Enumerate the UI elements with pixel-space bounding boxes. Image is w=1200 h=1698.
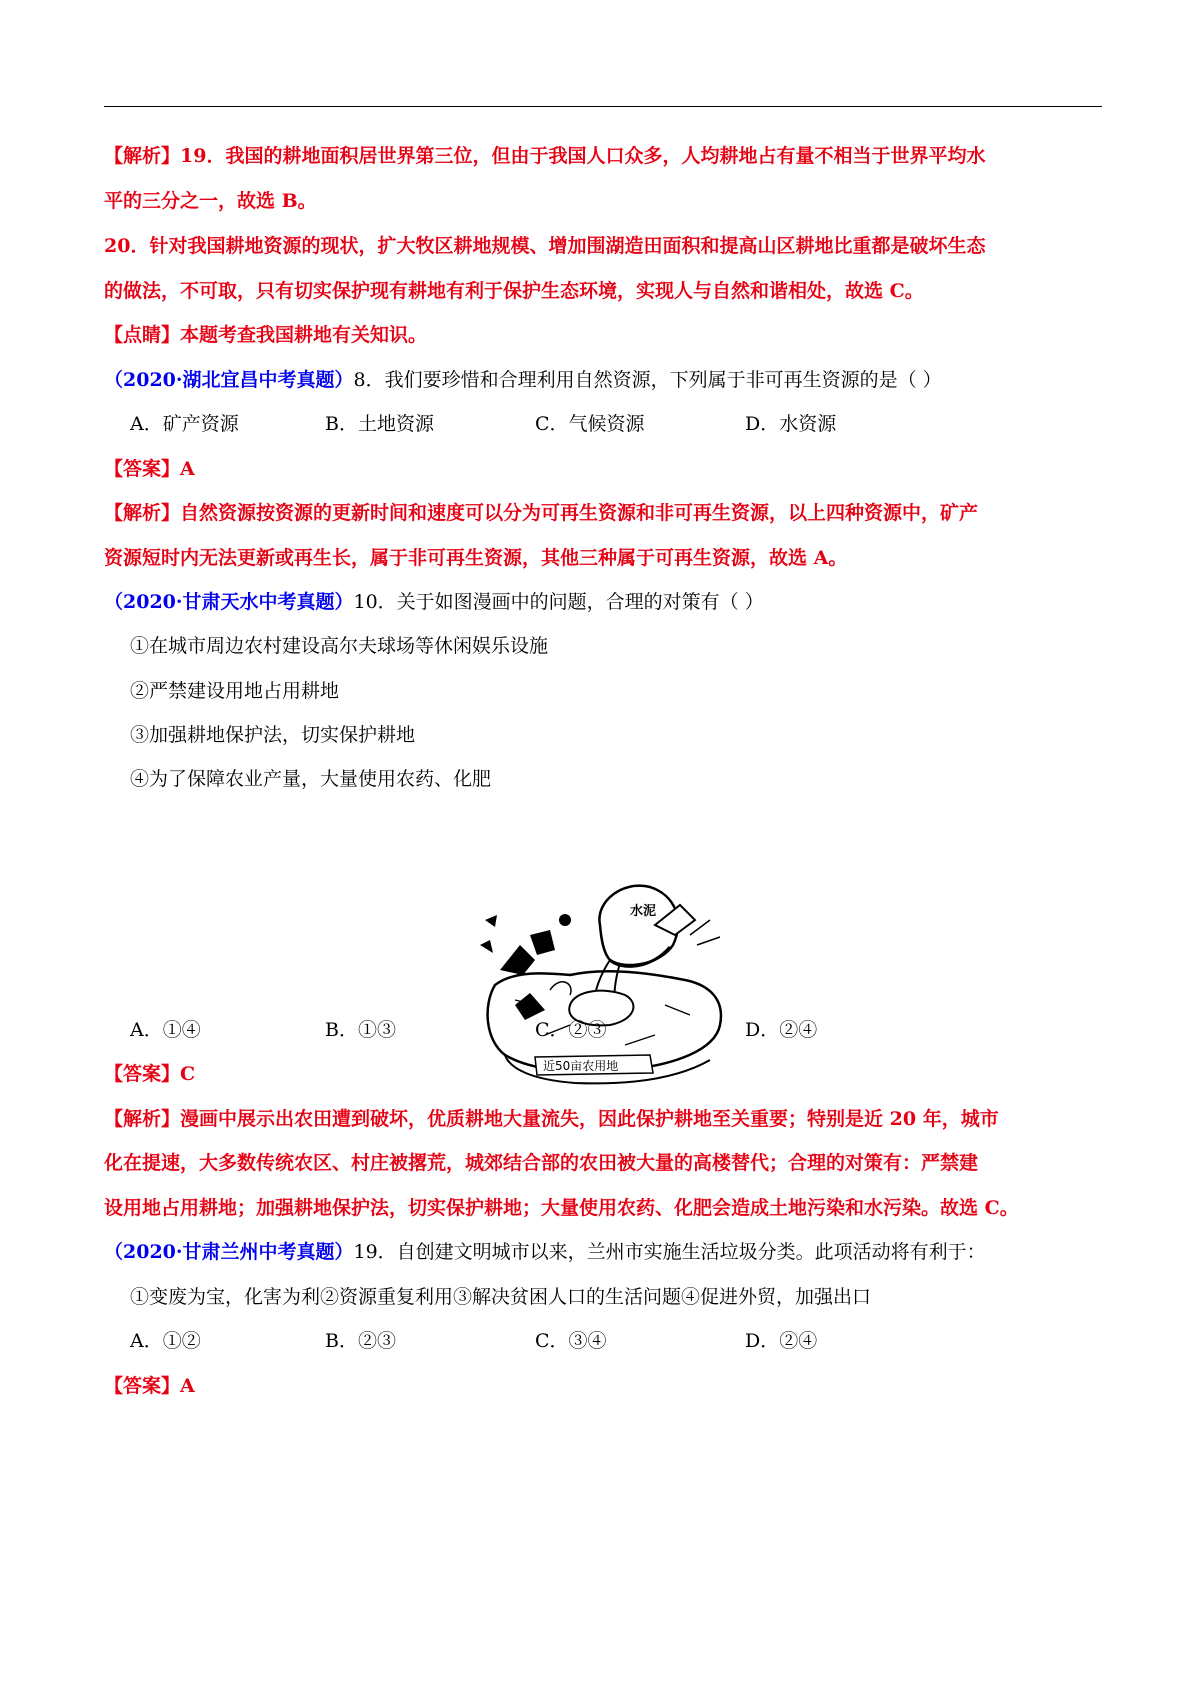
q19-stem-text: 19．自创建文明城市以来，兰州市实施生活垃圾分类。此项活动将有利于： [353, 1241, 986, 1263]
answer-value: A [180, 458, 195, 480]
answer-value: A [180, 1375, 195, 1397]
q20-analysis-line2: 的做法，不可取，只有切实保护现有耕地有利于保护生态环境，实现人与自然和谐相处，故选 C。 [104, 280, 924, 302]
q8-analysis-line2: 资源短时内无法更新或再生长，属于非可再生资源，其他三种属于可再生资源，故选 A。 [104, 547, 848, 569]
q10-source: （2020·甘肃天水中考真题） [104, 591, 354, 613]
q10-option-b: B．①③ [325, 1019, 396, 1041]
q19-items: ①变废为宝，化害为利②资源重复利用③解决贫困人口的生活问题④促进外贸，加强出口 [130, 1286, 872, 1308]
q19-source: （2020·甘肃兰州中考真题） [104, 1241, 354, 1263]
analysis-tag: 【解析】 [104, 145, 181, 167]
analysis-text: 漫画中展示出农田遭到破坏，优质耕地大量流失，因此保护耕地至关重要；特别是近 20 年，城市 [180, 1108, 999, 1130]
q19-option-a: A．①② [130, 1330, 201, 1352]
dianjing-text: 本题考查我国耕地有关知识。 [180, 324, 428, 346]
q8-source: （2020·湖北宜昌中考真题） [104, 369, 354, 391]
q8-analysis-line1 [104, 498, 978, 528]
q8-stem-text: 8．我们要珍惜和合理利用自然资源，下列属于非可再生资源的是（ ） [353, 369, 942, 391]
q19-answer [104, 1371, 195, 1401]
answer-tag: 【答案】 [104, 458, 181, 480]
q19-option-c: C．③④ [535, 1330, 607, 1352]
answer-value: C [180, 1063, 196, 1085]
q8-stem [104, 365, 942, 395]
q19-analysis-line2: 平的三分之一，故选 B。 [104, 190, 317, 212]
cartoon-land-label: 近50亩农用地 [543, 1059, 619, 1073]
q19-option-d: D．②④ [745, 1330, 818, 1352]
q10-analysis-line3: 设用地占用耕地；加强耕地保护法，切实保护耕地；大量使用农药、化肥会造成土地污染和水污染。故选 C。 [104, 1197, 1019, 1219]
q10-item-1: ①在城市周边农村建设高尔夫球场等休闲娱乐设施 [130, 635, 549, 657]
q10-option-a: A．①④ [130, 1019, 201, 1041]
q19-analysis-line1 [104, 141, 985, 171]
analysis-text: 19．我国的耕地面积居世界第三位，但由于我国人口众多，人均耕地占有量不相当于世界平均水 [180, 145, 986, 167]
q10-answer [104, 1059, 195, 1089]
q8-option-b: B．土地资源 [325, 413, 434, 435]
dianjing-tag: 【点睛】 [104, 324, 181, 346]
q20-analysis-line1: 20．针对我国耕地资源的现状，扩大牧区耕地规模、增加围湖造田面积和提高山区耕地比重都是破坏生态 [104, 235, 986, 257]
q8-option-c: C．气候资源 [535, 413, 645, 435]
answer-tag: 【答案】 [104, 1063, 181, 1085]
q10-option-c: C．②③ [535, 1019, 607, 1041]
q10-stem-text: 10．关于如图漫画中的问题，合理的对策有（ ） [353, 591, 764, 613]
q10-analysis-line2: 化在提速，大多数传统农区、村庄被撂荒，城郊结合部的农田被大量的高楼替代；合理的对策有：严禁建 [104, 1152, 979, 1174]
dianjing-line [104, 320, 427, 350]
cartoon-bag-label: 水泥 [630, 904, 657, 919]
header-rule [104, 106, 1102, 107]
q10-item-2: ②严禁建设用地占用耕地 [130, 680, 340, 702]
q10-analysis-line1 [104, 1104, 999, 1134]
analysis-tag: 【解析】 [104, 1108, 181, 1130]
q19-stem [104, 1237, 986, 1267]
answer-tag: 【答案】 [104, 1375, 181, 1397]
q19-option-b: B．②③ [325, 1330, 396, 1352]
q8-option-a: A．矿产资源 [130, 413, 239, 435]
q8-option-d: D．水资源 [745, 413, 837, 435]
cartoon-image [475, 875, 735, 1090]
q10-item-3: ③加强耕地保护法，切实保护耕地 [130, 724, 416, 746]
analysis-tag: 【解析】 [104, 502, 181, 524]
analysis-text: 自然资源按资源的更新时间和速度可以分为可再生资源和非可再生资源，以上四种资源中，矿产 [180, 502, 979, 524]
q10-item-4: ④为了保障农业产量，大量使用农药、化肥 [130, 768, 492, 790]
q10-option-d: D．②④ [745, 1019, 818, 1041]
q10-stem [104, 587, 764, 617]
q8-answer [104, 454, 195, 484]
